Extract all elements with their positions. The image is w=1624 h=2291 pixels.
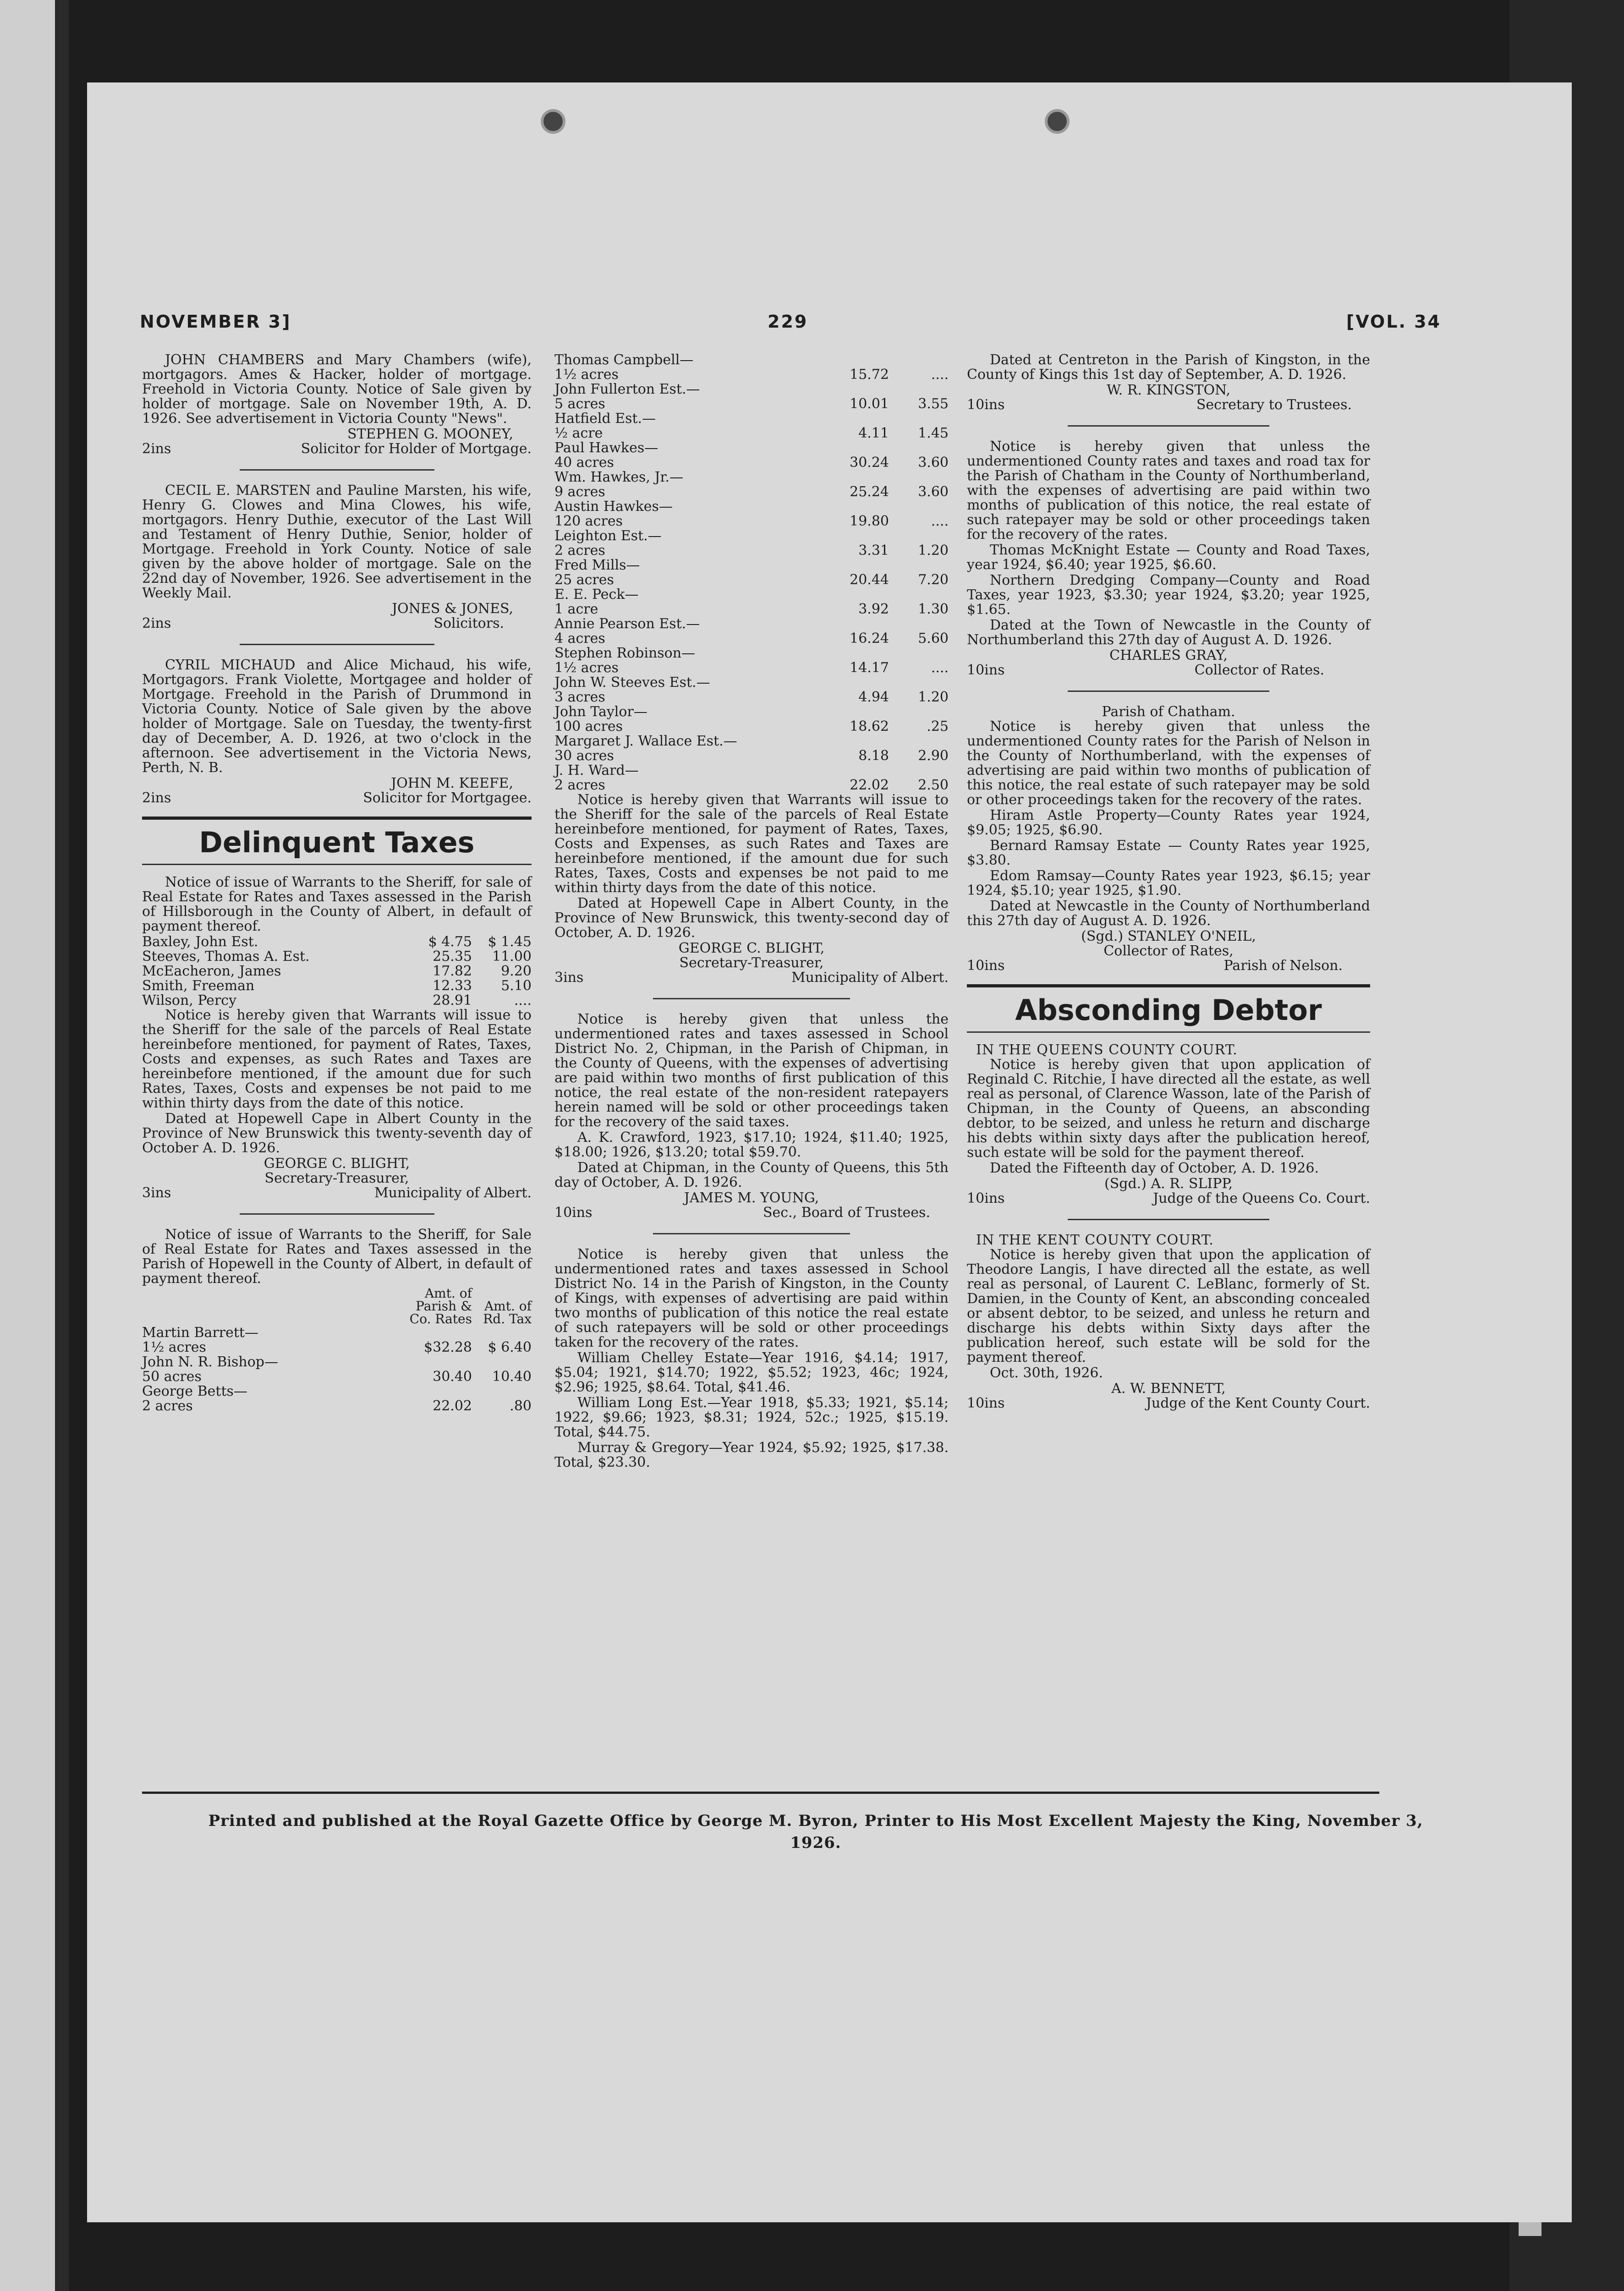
notice-body: Notice is hereby given that upon the application of Theodore Langis, I have directed all the estate, as well real as personal, of Laurent C. LeBlanc, formerly of St. Damien, in the County of Kent, an absconding concealed or absent debtor, to be seized, and unless he return and discharge his debts within Sixty days after the publication hereof, such estate will be sold for the payment thereof. bbox=[967, 1247, 1370, 1365]
property-owner: John W. Steeves Est.— bbox=[554, 674, 710, 691]
property-owner: Leighton Est.— bbox=[554, 528, 662, 544]
rates-amount: $ 4.75 bbox=[428, 934, 472, 950]
property-owner: Steeves, Thomas A. Est. bbox=[142, 948, 310, 965]
table-row bbox=[554, 455, 949, 470]
rates-amount: 3.92 bbox=[858, 601, 889, 617]
notice-hillsborough bbox=[142, 875, 532, 1200]
notice-item: William Chelley Estate—Year 1916, $4.14; 1917, $5.04; 1921, $14.70; 1922, $5.52; 1923, 46c; 1924, $2.96; 1925, $8.64. Total, $41.46. bbox=[554, 1350, 949, 1395]
table-row bbox=[554, 529, 949, 543]
table-row bbox=[142, 993, 532, 1008]
property-owner: Annie Pearson Est.— bbox=[554, 616, 700, 632]
acreage: 1½ acres bbox=[554, 367, 619, 383]
property-owner: Wilson, Percy bbox=[142, 992, 237, 1008]
column-3 bbox=[967, 353, 1370, 1411]
road-tax-amount: $ 1.45 bbox=[488, 934, 532, 950]
table-row bbox=[142, 979, 532, 993]
notice-signer: W. R. KINGSTON, bbox=[1107, 382, 1230, 398]
property-owner: Fred Mills— bbox=[554, 557, 640, 573]
rates-amount: 19.80 bbox=[850, 513, 889, 529]
rates-amount: $32.28 bbox=[424, 1339, 472, 1355]
property-owner: Austin Hawkes— bbox=[554, 499, 673, 515]
rates-amount: 4.11 bbox=[858, 425, 889, 441]
table-row bbox=[142, 1370, 532, 1384]
road-tax-amount: 1.30 bbox=[918, 601, 949, 617]
rates-amount: 17.82 bbox=[433, 963, 472, 979]
notice-kingston bbox=[554, 1247, 949, 1470]
table-row bbox=[554, 470, 949, 485]
divider bbox=[653, 1233, 850, 1234]
table-row bbox=[554, 763, 949, 778]
acreage: 5 acres bbox=[554, 396, 605, 412]
table-row bbox=[142, 935, 532, 949]
notice-item: Bernard Ramsay Estate — County Rates year 1925, $3.80. bbox=[967, 838, 1370, 868]
rates-amount: 22.02 bbox=[433, 1398, 472, 1414]
table-row bbox=[554, 587, 949, 602]
gazette-page bbox=[87, 82, 1572, 2222]
divider bbox=[240, 644, 434, 645]
notice-nelson bbox=[967, 705, 1370, 973]
insertion-code: 2ins bbox=[142, 615, 171, 631]
notice-marsten bbox=[142, 483, 532, 631]
rates-amount: 15.72 bbox=[850, 367, 889, 383]
table-row bbox=[142, 964, 532, 979]
running-header bbox=[140, 312, 1441, 339]
acreage: 1½ acres bbox=[142, 1339, 206, 1355]
insertion-code: 10ins bbox=[967, 1190, 1005, 1206]
notice-signer: JAMES M. YOUNG, bbox=[684, 1190, 819, 1206]
road-tax-amount: 10.40 bbox=[492, 1369, 532, 1385]
notice-signer: CHARLES GRAY, bbox=[1109, 647, 1228, 663]
notice-item: William Long Est.—Year 1918, $5.33; 1921, $5.14; 1922, $9.66; 1923, $8.31; 1924, 52c.; 1925, $15.19. Total, $44.75. bbox=[554, 1395, 949, 1440]
notice-body: CECIL E. MARSTEN and Pauline Marsten, his wife, Henry G. Clowes and Mina Clowes, his wife, mortgagors. Henry Duthie, executor of the Last Will and Testament of Henry Duthie, Senior, holder of Mortgage. Freehold in York County. Notice of sale given by the above holder of mortgage. Sale on the 22nd day of November, 1926. See advertisement in the Weekly Mail. bbox=[142, 482, 532, 601]
road-tax-amount: 3.60 bbox=[918, 484, 949, 500]
road-tax-amount: 2.50 bbox=[918, 777, 949, 793]
signer-role: Solicitor for Mortgagee. bbox=[363, 790, 532, 806]
binding-hole-right bbox=[1045, 109, 1070, 134]
notice-body: Notice is hereby given that upon application of Reginald C. Ritchie, I have directed all the estate, as well real as personal, of Clarence Wasson, late of the Parish of Chipman, in the County of Queens, an absconding debtor, to be seized, and unless he return and discharge his debts within sixty days after the publication hereof, such estate will be sold for the payment thereof. bbox=[967, 1057, 1370, 1161]
notice-item: Thomas McKnight Estate — County and Road Taxes, year 1924, $6.40; year 1925, $6.60. bbox=[967, 542, 1370, 573]
notice-dated: Oct. 30th, 1926. bbox=[990, 1365, 1103, 1381]
notice-dated: Dated at the Town of Newcastle in the County of Northumberland this 27th day of August A. D. 1926. bbox=[967, 617, 1370, 648]
acreage: 2 acres bbox=[142, 1398, 193, 1414]
left-book-page-edge bbox=[0, 0, 69, 2291]
insertion-code: 10ins bbox=[967, 1395, 1005, 1411]
acreage: 2 acres bbox=[554, 777, 605, 793]
signer-role: Judge of the Kent County Court. bbox=[1146, 1395, 1370, 1411]
notice-dated: Dated at Chipman, in the County of Queens, this 5th day of October, A. D. 1926. bbox=[554, 1160, 949, 1190]
rates-amount: 10.01 bbox=[850, 396, 889, 412]
notice-item: Hiram Astle Property—County Rates year 1924, $9.05; 1925, $6.90. bbox=[967, 807, 1370, 838]
road-tax-amount: .... bbox=[514, 992, 532, 1008]
notice-title: Parish of Chatham. bbox=[1102, 704, 1235, 720]
notice-dated: Dated at Hopewell Cape in Albert County in the Province of New Brunswick this twenty-seventh day of October A. D. 1926. bbox=[142, 1111, 532, 1156]
notice-signer: A. W. BENNETT, bbox=[1111, 1381, 1226, 1397]
rates-amount: 30.40 bbox=[433, 1369, 472, 1385]
property-owner: Paul Hawkes— bbox=[554, 440, 658, 456]
property-owner: Hatfield Est.— bbox=[554, 411, 656, 427]
column-header-parish-rates: Amt. of Parish & Co. Rates bbox=[409, 1286, 472, 1326]
notice-signer: GEORGE C. BLIGHT, bbox=[678, 940, 825, 956]
road-tax-amount: .... bbox=[931, 660, 949, 676]
signer-title: Secretary-Treasurer, bbox=[679, 955, 824, 971]
signer-org: Municipality of Albert. bbox=[791, 970, 949, 986]
property-owner: John N. R. Bishop— bbox=[142, 1354, 278, 1370]
table-row bbox=[554, 382, 949, 397]
table-row bbox=[554, 367, 949, 382]
section-heading-delinquent-taxes: Delinquent Taxes bbox=[199, 826, 475, 859]
insertion-code: 3ins bbox=[142, 1185, 171, 1201]
road-tax-amount: 3.60 bbox=[918, 455, 949, 471]
acreage: 25 acres bbox=[554, 572, 614, 588]
notice-intro: Notice of issue of Warrants to the Sheriff, for sale of Real Estate for Rates and Taxes assessed in the Parish of Hillsborough in the County of Albert, in default of payment thereof. bbox=[142, 874, 532, 934]
divider bbox=[1068, 691, 1269, 692]
notice-signer: (Sgd.) A. R. SLIPP, bbox=[1104, 1176, 1233, 1192]
signer-org: Municipality of Albert. bbox=[374, 1185, 532, 1201]
property-owner: John Taylor— bbox=[554, 704, 647, 720]
signer-role: Secretary to Trustees. bbox=[1196, 397, 1352, 413]
table-row bbox=[554, 411, 949, 426]
signer-role: Solicitors. bbox=[433, 615, 504, 631]
property-owner: Margaret J. Wallace Est.— bbox=[554, 733, 737, 749]
road-tax-amount: 1.20 bbox=[918, 543, 949, 559]
table-row bbox=[554, 675, 949, 690]
notice-body: Notice is hereby given that unless the undermentioned County rates for the Parish of Nelson in the County of Northumberland, with the expenses of advertising are paid within two months of publication of this notice, the real estate of such ratepayer may be sold or other proceedings taken for the recovery of the rates. bbox=[967, 718, 1370, 808]
notice-queens-court bbox=[967, 1043, 1370, 1206]
table-row bbox=[554, 690, 949, 705]
printer-imprint: Printed and published at the Royal Gazette Office by George M. Byron, Printer to His Most Excellent Majesty the King, November 3, 1926. bbox=[208, 1812, 1423, 1852]
table-row bbox=[142, 949, 532, 964]
signer-role: Judge of the Queens Co. Court. bbox=[1153, 1190, 1370, 1206]
table-row bbox=[554, 573, 949, 587]
notice-body: Notice is hereby given that unless the undermentioned County rates and taxes and road tax for the Parish of Chatham in the County of Northumberland, with the expenses of advertising are paid within two months of publication of this notice, the real estate of such ratepayer may be sold or other proceedings taken for the recovery of the rates. bbox=[967, 438, 1370, 543]
tax-table bbox=[142, 1287, 532, 1414]
property-owner: E. E. Peck— bbox=[554, 586, 639, 603]
notice-kent-court bbox=[967, 1233, 1370, 1411]
section-rule bbox=[142, 817, 532, 820]
acreage: 3 acres bbox=[554, 689, 605, 705]
divider bbox=[142, 864, 532, 865]
page-number: 229 bbox=[768, 312, 808, 332]
insertion-code: 2ins bbox=[142, 790, 171, 806]
insertion-code: 10ins bbox=[554, 1205, 593, 1221]
table-row bbox=[554, 617, 949, 631]
table-row bbox=[142, 1384, 532, 1399]
notice-hopewell bbox=[142, 1228, 532, 1414]
table-row bbox=[142, 1326, 532, 1340]
road-tax-amount: .25 bbox=[927, 718, 949, 734]
section-rule bbox=[967, 984, 1370, 987]
notice-dated: Dated the Fifteenth day of October, A. D. 1926. bbox=[990, 1160, 1319, 1176]
table-row bbox=[554, 426, 949, 441]
rates-amount: 20.44 bbox=[850, 572, 889, 588]
table-row bbox=[554, 353, 949, 367]
notice-signer: GEORGE C. BLIGHT, bbox=[263, 1156, 410, 1172]
notice-signer: JONES & JONES, bbox=[392, 601, 513, 617]
notice-item: A. K. Crawford, 1923, $17.10; 1924, $11.40; 1925, $18.00; 1926, $13.20; total $59.70. bbox=[554, 1129, 949, 1160]
notice-chipman bbox=[554, 1012, 949, 1220]
rates-amount: 22.02 bbox=[850, 777, 889, 793]
insertion-code: 10ins bbox=[967, 397, 1005, 413]
signer-title: Secretary-Treasurer, bbox=[264, 1170, 409, 1186]
acreage: 40 acres bbox=[554, 455, 614, 471]
notice-body: CYRIL MICHAUD and Alice Michaud, his wife, Mortgagors. Frank Violette, Mortgagee and holder of Mortgage. Freehold in the Parish of Drummond in Victoria County. Notice of Sale given by the above holder of Mortgage. Sale on Tuesday, the twenty-first day of December, A. D. 1926, at two o'clock in the afternoon. See advertisement in the Victoria News, Perth, N. B. bbox=[142, 657, 532, 776]
road-tax-amount: 1.45 bbox=[918, 425, 949, 441]
signer-role: Collector of Rates. bbox=[1194, 662, 1324, 678]
insertion-code: 10ins bbox=[967, 958, 1005, 974]
rates-amount: 14.17 bbox=[850, 660, 889, 676]
road-tax-amount: 5.60 bbox=[918, 630, 949, 647]
column-header-road-tax: Amt. of Rd. Tax bbox=[483, 1299, 532, 1326]
table-row bbox=[554, 749, 949, 763]
property-owner: Stephen Robinson— bbox=[554, 645, 696, 661]
rates-amount: 28.91 bbox=[433, 992, 472, 1008]
acreage: 1½ acres bbox=[554, 660, 619, 676]
signer-role: Solicitor for Holder of Mortgage. bbox=[301, 441, 532, 457]
notice-body: Notice is hereby given that Warrants will issue to the Sheriff for the sale of the parcels of Real Estate hereinbefore mentioned, for payment of Rates, Taxes, Costs and expenses, as such Rates and Taxes are hereinbefore mentioned, if the amount due for such Rates, Taxes, Costs and expenses be not paid to me within thirty days from the date of this notice. bbox=[142, 1007, 532, 1111]
table-row bbox=[554, 602, 949, 617]
notice-chambers bbox=[142, 353, 532, 456]
notice-dated: Dated at Newcastle in the County of Northumberland this 27th day of August A. D. 1926. bbox=[967, 898, 1370, 929]
table-row bbox=[554, 705, 949, 719]
acreage: 4 acres bbox=[554, 630, 605, 647]
divider bbox=[240, 1213, 434, 1215]
road-tax-amount: 2.90 bbox=[918, 748, 949, 764]
divider bbox=[967, 1031, 1370, 1033]
divider bbox=[653, 998, 850, 999]
court-heading: IN THE QUEENS COUNTY COURT. bbox=[976, 1042, 1238, 1058]
property-owner: John Fullerton Est.— bbox=[554, 381, 700, 397]
table-row bbox=[554, 543, 949, 558]
rates-amount: 3.31 bbox=[858, 543, 889, 559]
acreage: 30 acres bbox=[554, 748, 614, 764]
property-owner: George Betts— bbox=[142, 1383, 247, 1399]
notice-signer: STEPHEN G. MOONEY, bbox=[347, 426, 513, 442]
notice-dated: Dated at Hopewell Cape in Albert County, in the Province of New Brunswick, this twenty-second day of October, A. D. 1926. bbox=[554, 895, 949, 941]
binding-hole-left bbox=[541, 109, 565, 134]
table-row bbox=[554, 514, 949, 529]
acreage: 50 acres bbox=[142, 1369, 202, 1385]
road-tax-amount: 11.00 bbox=[492, 948, 532, 965]
acreage: 1 acre bbox=[554, 601, 598, 617]
divider bbox=[1068, 1219, 1269, 1220]
property-owner: Martin Barrett— bbox=[142, 1325, 258, 1341]
property-owner: Baxley, John Est. bbox=[142, 934, 258, 950]
notice-michaud bbox=[142, 658, 532, 806]
notice-item: Murray & Gregory—Year 1924, $5.92; 1925, $17.38. Total, $23.30. bbox=[554, 1440, 949, 1470]
section-heading-absconding-debtor: Absconding Debtor bbox=[1015, 993, 1322, 1027]
road-tax-amount: 1.20 bbox=[918, 689, 949, 705]
column-1 bbox=[142, 353, 532, 1414]
road-tax-amount: 3.55 bbox=[918, 396, 949, 412]
acreage: ½ acre bbox=[554, 425, 603, 441]
rates-amount: 25.24 bbox=[850, 484, 889, 500]
rates-amount: 4.94 bbox=[858, 689, 889, 705]
notice-dated: Dated at Centreton in the Parish of Kingston, in the County of Kings this 1st day of September, A. D. 1926. bbox=[967, 352, 1370, 383]
signer-role: Sec., Board of Trustees. bbox=[763, 1205, 930, 1221]
acreage: 2 acres bbox=[554, 543, 605, 559]
notice-kingston-dated bbox=[967, 353, 1370, 412]
table-row bbox=[554, 441, 949, 455]
tax-table bbox=[142, 935, 532, 1008]
property-owner: Thomas Campbell— bbox=[554, 352, 694, 368]
road-tax-amount: 5.10 bbox=[501, 978, 532, 994]
court-heading: IN THE KENT COUNTY COURT. bbox=[976, 1232, 1214, 1248]
footer-rule bbox=[142, 1792, 1379, 1794]
property-owner: J. H. Ward— bbox=[554, 762, 639, 778]
table-row bbox=[554, 558, 949, 573]
insertion-code: 10ins bbox=[967, 662, 1005, 678]
table-row bbox=[554, 646, 949, 661]
divider bbox=[240, 469, 434, 471]
notice-chatham bbox=[967, 439, 1370, 678]
road-tax-amount: 9.20 bbox=[501, 963, 532, 979]
property-owner: Wm. Hawkes, Jr.— bbox=[554, 469, 684, 485]
table-row bbox=[142, 1399, 532, 1414]
signer-role: Collector of Rates, bbox=[1103, 943, 1234, 959]
signer-org: Parish of Nelson. bbox=[1223, 958, 1343, 974]
property-owner: McEacheron, James bbox=[142, 963, 281, 979]
table-row bbox=[142, 1355, 532, 1370]
header-date: NOVEMBER 3] bbox=[140, 312, 291, 332]
property-owner: Smith, Freeman bbox=[142, 978, 255, 994]
table-row bbox=[142, 1340, 532, 1355]
table-row bbox=[554, 397, 949, 411]
rates-amount: 25.35 bbox=[433, 948, 472, 965]
road-tax-amount: 7.20 bbox=[918, 572, 949, 588]
table-row bbox=[554, 485, 949, 499]
notice-body: Notice is hereby given that Warrants will issue to the Sheriff for the sale of the parcels of Real Estate hereinbefore mentioned, for payment of Rates, Taxes, Costs and Expenses, as such Rates and Taxes are hereinbefore mentioned, if the amount due for such Rates, Taxes, Costs and expenses be not paid to me within thirty days from the date of this notice. bbox=[554, 792, 949, 896]
table-row bbox=[554, 734, 949, 749]
rates-amount: 18.62 bbox=[850, 718, 889, 734]
tax-table bbox=[554, 353, 949, 793]
column-2 bbox=[554, 353, 949, 1471]
volume-number: [VOL. 34 bbox=[1346, 312, 1441, 332]
notice-signer: JOHN M. KEEFE, bbox=[391, 775, 513, 791]
insertion-code: 3ins bbox=[554, 970, 584, 986]
acreage: 120 acres bbox=[554, 513, 623, 529]
notice-item: Northern Dredging Company—County and Road Taxes, year 1923, $3.30; year 1924, $3.20; year 1925, $1.65. bbox=[967, 572, 1370, 618]
table-row bbox=[554, 631, 949, 646]
table-row bbox=[554, 661, 949, 675]
road-tax-amount: .80 bbox=[510, 1398, 532, 1414]
notice-body: Notice is hereby given that unless the undermentioned rates and taxes assessed in School District No. 2, Chipman, in the Parish of Chipman, in the County of Queens, with the expenses of advertising are paid within two months of first publication of this notice, the real estate of the non-resident ratepayers herein named will be sold or other proceedings taken for the recovery of the said taxes. bbox=[554, 1011, 949, 1130]
notice-intro: Notice of issue of Warrants to the Sheriff, for Sale of Real Estate for Rates and Taxes assessed in the Parish of Hopewell in the County of Albert, in default of payment thereof. bbox=[142, 1227, 532, 1287]
divider bbox=[1068, 425, 1269, 427]
acreage: 100 acres bbox=[554, 718, 623, 734]
rates-amount: 16.24 bbox=[850, 630, 889, 647]
table-row bbox=[554, 499, 949, 514]
rates-amount: 30.24 bbox=[850, 455, 889, 471]
road-tax-amount: .... bbox=[931, 513, 949, 529]
rates-amount: 8.18 bbox=[858, 748, 889, 764]
acreage: 9 acres bbox=[554, 484, 605, 500]
notice-signer: (Sgd.) STANLEY O'NEIL, bbox=[1081, 928, 1256, 944]
notice-body: Notice is hereby given that unless the undermentioned rates and taxes assessed in School District No. 14 in the Parish of Kingston, in the County of Kings, with expenses of advertising are paid within two months of publication of this notice the real estate of such ratepayers will be sold or other proceedings taken for the recovery of the rates. bbox=[554, 1246, 949, 1350]
road-tax-amount: .... bbox=[931, 367, 949, 383]
table-row bbox=[554, 719, 949, 734]
road-tax-amount: $ 6.40 bbox=[488, 1339, 532, 1355]
notice-body: JOHN CHAMBERS and Mary Chambers (wife), mortgagors. Ames & Hacker, holder of mortgage. Freehold in Victoria County. Notice of Sale given by holder of mortgage. Sale on November 19th, A. D. 1926. See advertisement in Victoria County "News". bbox=[142, 352, 532, 427]
table-row bbox=[554, 778, 949, 793]
rates-amount: 12.33 bbox=[433, 978, 472, 994]
insertion-code: 2ins bbox=[142, 441, 171, 457]
notice-item: Edom Ramsay—County Rates year 1923, $6.15; year 1924, $5.10; year 1925, $1.90. bbox=[967, 868, 1370, 899]
